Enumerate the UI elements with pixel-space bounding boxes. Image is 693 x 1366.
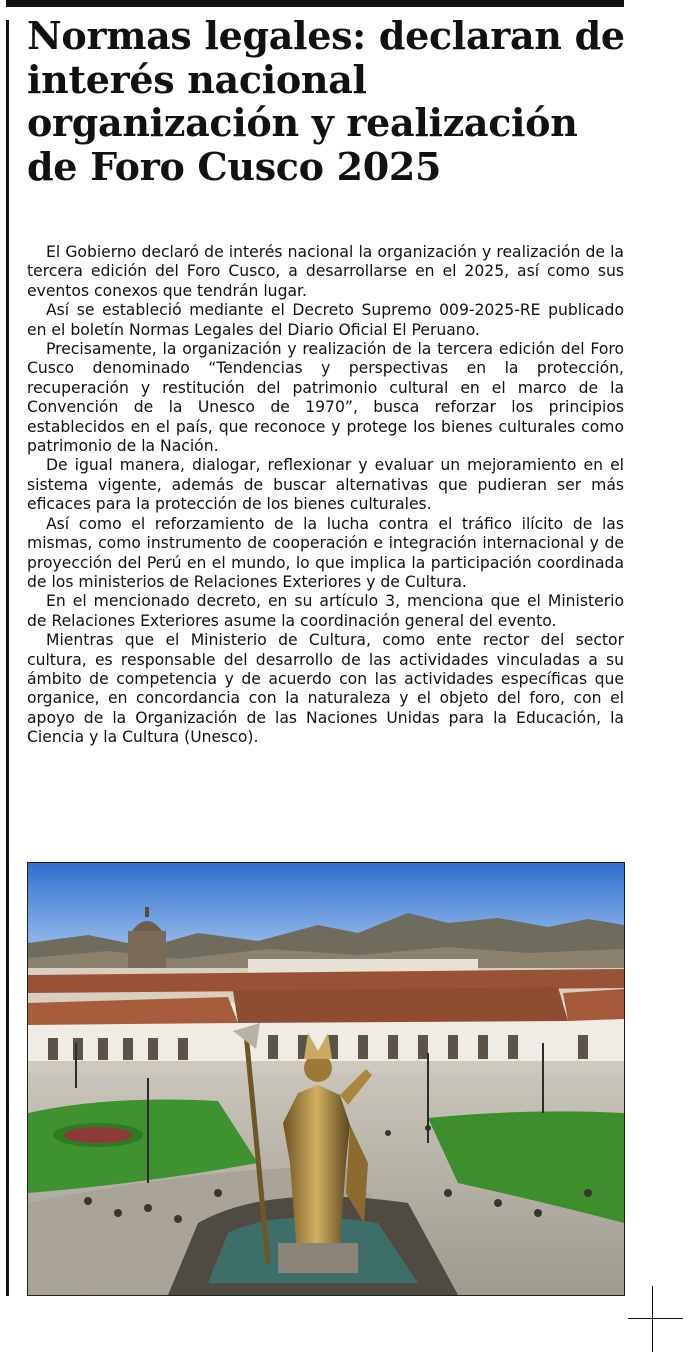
article-paragraph: Mientras que el Ministerio de Cultura, como ente rector del sector cultura, es responsable del desarrollo de las actividades vinculadas a su ámbito de competencia y de acuerdo con las actividades específicas que organice, en concordancia con la naturaleza y el objeto del foro, con el apoyo de la Organización de las Naciones Unidas para la Educación, la Ciencia y la Cultura (Unesco). xyxy=(27,631,624,747)
article-body xyxy=(27,243,624,748)
article-paragraph: En el mencionado decreto, en su artículo 3, menciona que el Ministerio de Relaciones Exteriores asume la coordinación general del evento. xyxy=(27,592,624,630)
article-paragraph: Así se estableció mediante el Decreto Supremo 009-2025-RE publicado en el boletín Normas Legales del Diario Oficial El Peruano. xyxy=(27,301,624,339)
article-paragraph: Precisamente, la organización y realización de la tercera edición del Foro Cusco denominado “Tendencias y perspectivas en la protección, recuperación y restitución del patrimonio cultural en el marco de la Convención de la Unesco de 1970”, busca reforzar los principios establecidos en el país, que reconoce y protege los bienes culturales como patrimonio de la Nación. xyxy=(27,340,624,456)
article-photo xyxy=(27,862,625,1296)
article-paragraph: Así como el reforzamiento de la lucha contra el tráfico ilícito de las mismas, como instrumento de cooperación e integración internacional y de proyección del Perú en el mundo, lo que implica la participación coordinada de los ministerios de Relaciones Exteriores y de Cultura. xyxy=(27,514,624,591)
cusco-plaza-illustration xyxy=(28,863,624,1295)
top-rule xyxy=(6,0,624,7)
crop-mark-vertical xyxy=(652,1286,653,1352)
left-column-rule xyxy=(6,20,9,1296)
article-paragraph: De igual manera, dialogar, reflexionar y evaluar un mejoramiento en el sistema vigente, además de buscar alternativas que pudieran ser más eficaces para la protección de los bienes culturales. xyxy=(27,456,624,514)
article-headline: Normas legales: declaran de interés nacional organización y realización de Foro Cusco 2025 xyxy=(27,13,625,189)
crop-mark-horizontal xyxy=(628,1318,683,1319)
article-paragraph: El Gobierno declaró de interés nacional la organización y realización de la tercera edición del Foro Cusco, a desarrollarse en el 2025, así como sus eventos conexos que tendrán lugar. xyxy=(27,243,624,300)
